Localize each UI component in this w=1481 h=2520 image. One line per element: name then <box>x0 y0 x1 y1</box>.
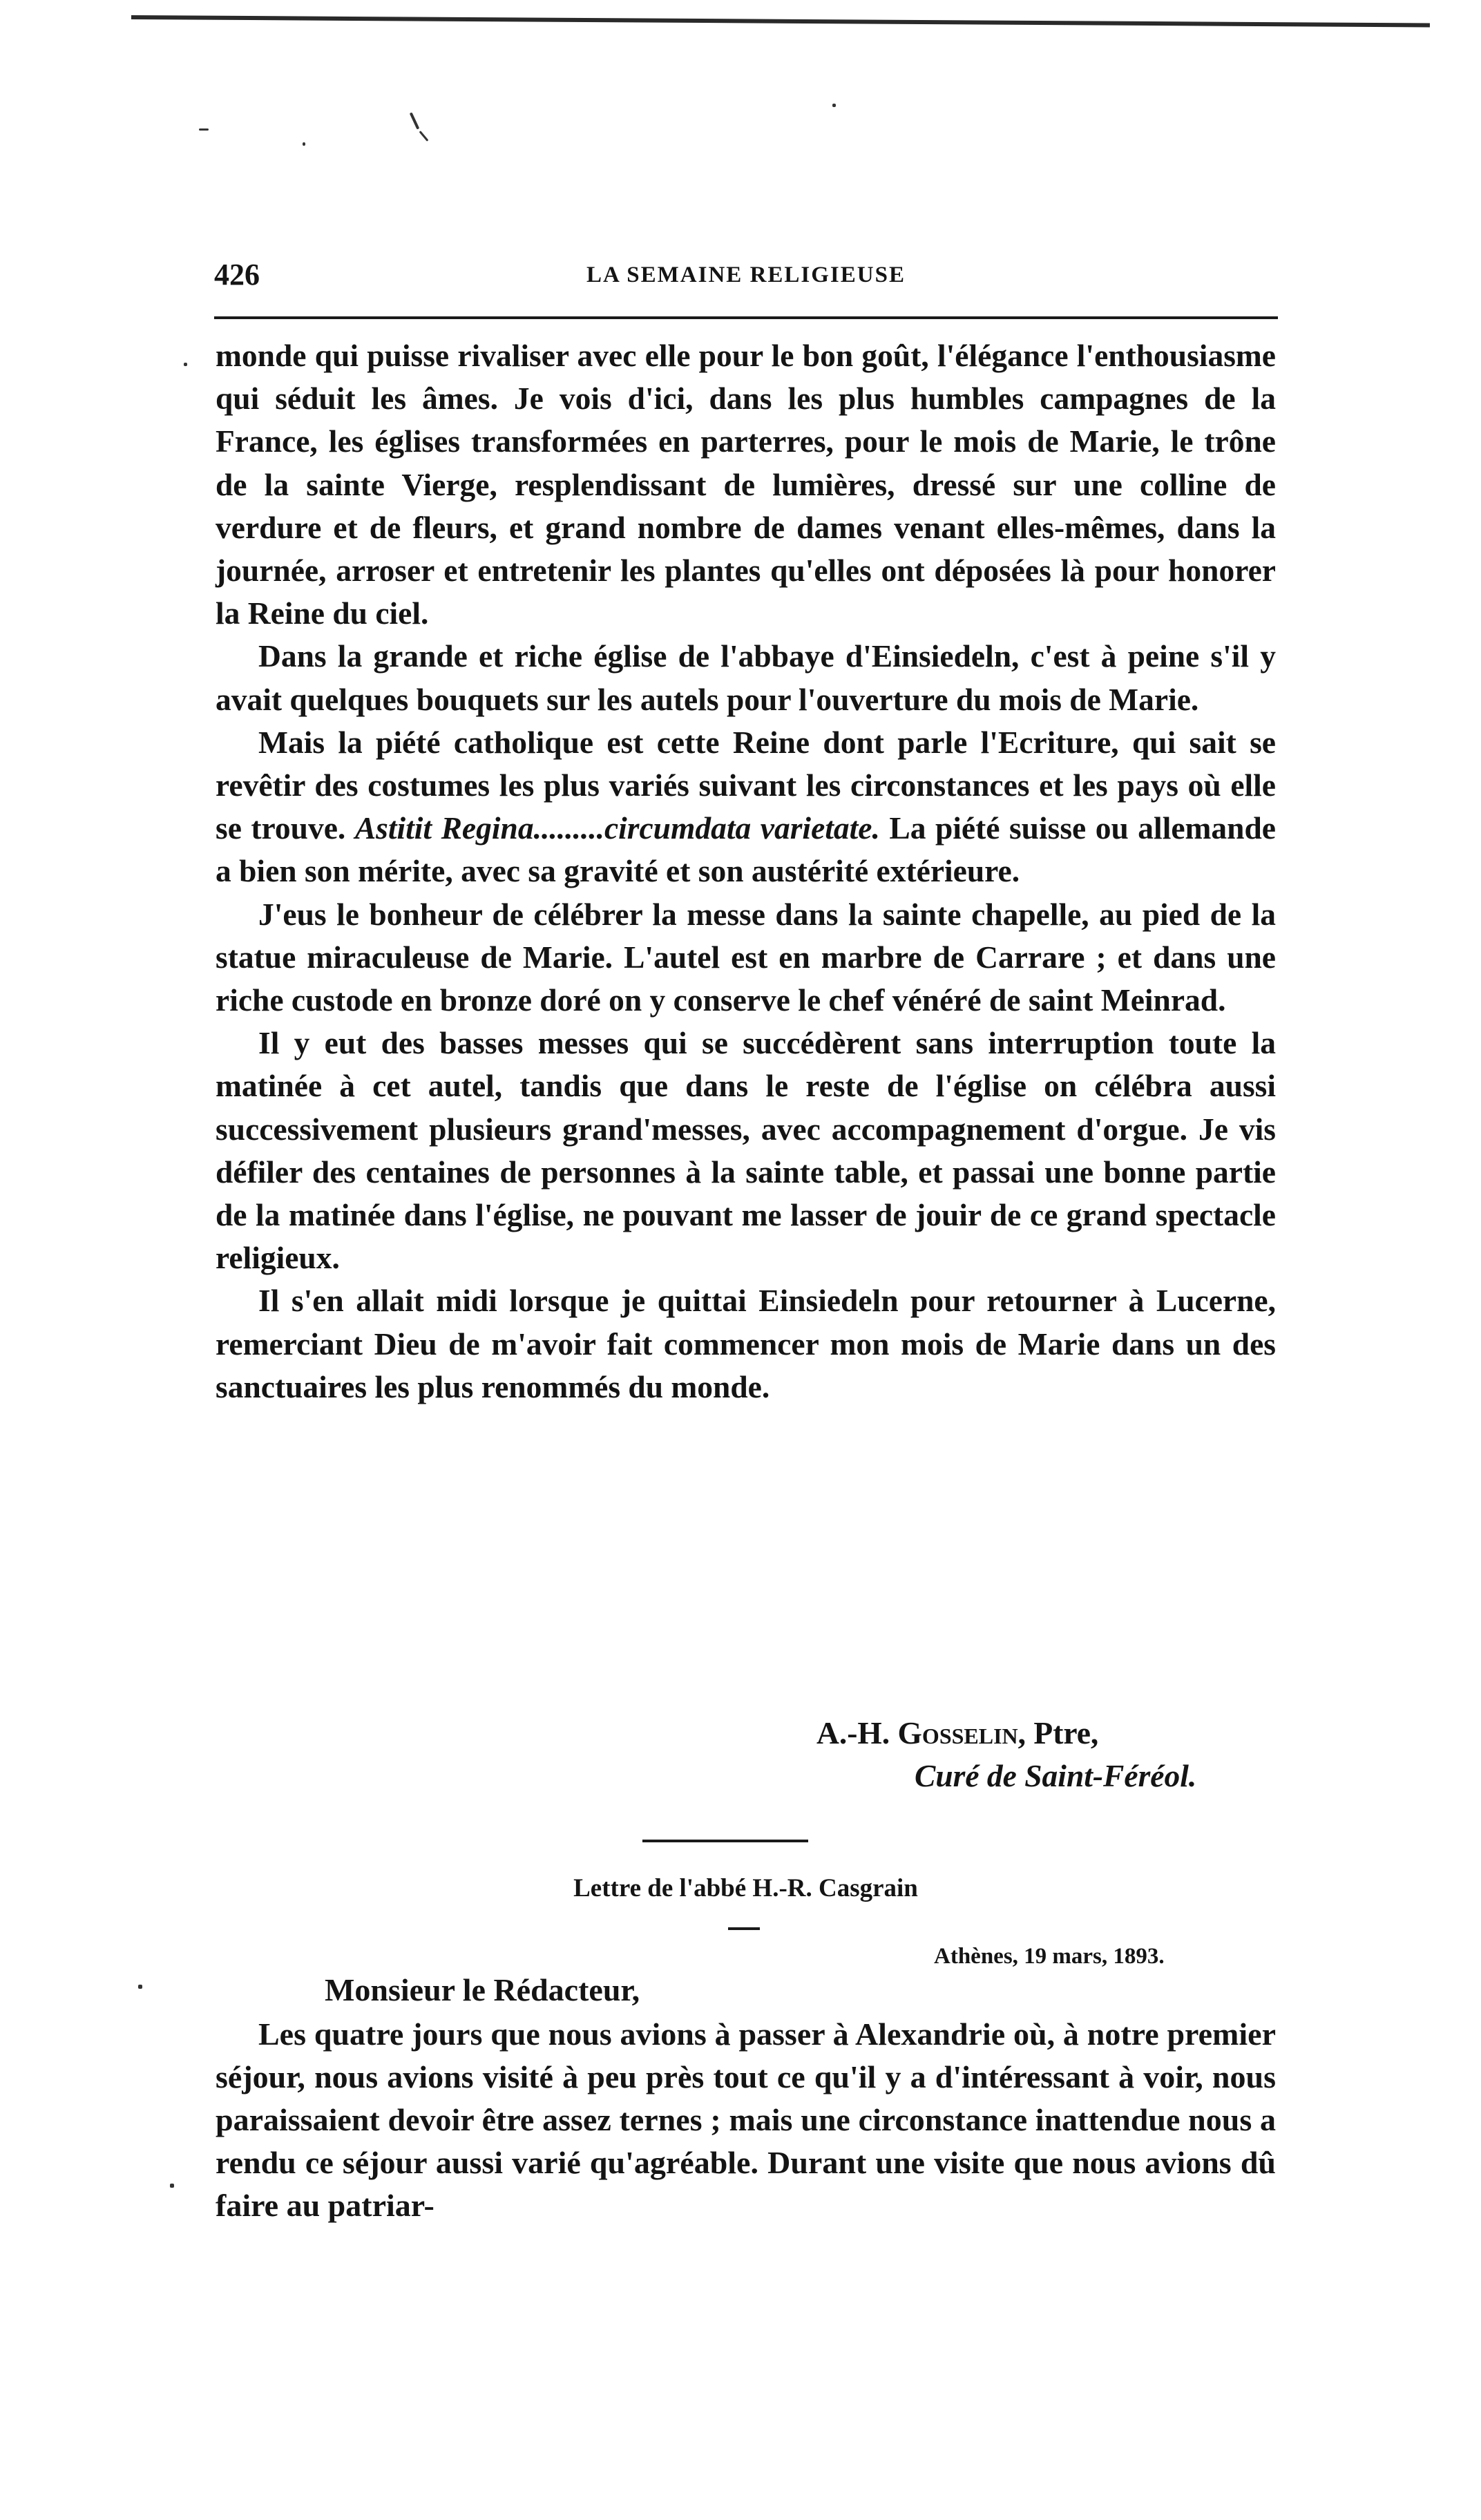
scan-speck <box>419 131 429 142</box>
scan-speck <box>410 112 420 129</box>
letter-title: Lettre de l'abbé H.-R. Casgrain <box>573 1874 918 1902</box>
title-dash <box>728 1927 760 1930</box>
section-divider <box>642 1840 808 1842</box>
signature-surname: Gosselin <box>897 1715 1018 1750</box>
paragraph <box>216 721 1276 893</box>
article-body <box>216 334 1276 1409</box>
scan-speck <box>832 104 836 107</box>
header-rule <box>214 316 1278 319</box>
page-header <box>214 257 1278 298</box>
page-number: 426 <box>214 258 260 292</box>
scan-speck <box>199 128 209 131</box>
running-head: LA SEMAINE RELIGIEUSE <box>586 262 906 287</box>
scan-speck <box>184 363 187 366</box>
letter-dateline: Athènes, 19 mars, 1893. <box>934 1944 1165 1969</box>
paragraph: monde qui puisse rivaliser avec elle pour le bon goût, l'élégance l'enthousiasme qui séduit les âmes. Je vois d'ici, dans les plus humbles campagnes de la France, les églises transformées en parterres, pour le mois de Marie, le trône de la sainte Vierge, resplendissant de lumières, dressé sur une colline de verdure et de fleurs, et grand nombre de dames venant elles-mêmes, dans la journée, arroser et entretenir les plantes qu'elles ont déposées là pour honorer la Reine du ciel. <box>216 338 1276 631</box>
paragraph-text: Mais la piété catholique est cette Reine dont parle l'Ecriture, qui sait se revêtir des costumes les plus variés suivant les circonstances et les pays où elle se trouve. <box>216 724 1276 846</box>
top-edge-rule <box>131 15 1430 27</box>
signature-title: Curé de Saint-Féréol. <box>915 1758 1197 1793</box>
signature-initials: A.-H. <box>816 1715 890 1750</box>
latin-quotation: Astitit Regina.........circumdata varietate. <box>354 810 880 846</box>
scan-speck <box>303 142 305 146</box>
paragraph: J'eus le bonheur de célébrer la messe dans la sainte chapelle, au pied de la statue miraculeuse de Marie. L'autel est en marbre de Carrare ; et dans une riche custode en bronze doré on y conserve le chef vénéré de saint Meinrad. <box>216 896 1276 1018</box>
signature-name <box>216 1712 1276 1755</box>
signature-suffix: , Ptre, <box>1017 1715 1099 1750</box>
paragraph: Les quatre jours que nous avions à passer à Alexandrie où, à notre premier séjour, nous avions visité à peu près tout ce qu'il y a d'intéressant à voir, nous paraissaient devoir être assez ternes ; mais une circonstance inattendue nous a rendu ce séjour aussi varié qu'agréable. Durant une visite que nous avions dû faire au patriar- <box>216 2016 1276 2223</box>
paragraph-text: La piété suisse ou allemande a bien son mérite, avec sa gravité et son austérité extérieure. <box>216 810 1276 889</box>
paragraph: Il s'en allait midi lorsque je quittai Einsiedeln pour retourner à Lucerne, remerciant Dieu de m'avoir fait commencer mon mois de Marie dans un des sanctuaires les plus renommés du monde. <box>216 1283 1276 1404</box>
article-signature <box>216 1712 1276 1797</box>
letter-body <box>216 2013 1276 2227</box>
paragraph: Dans la grande et riche église de l'abbaye d'Einsiedeln, c'est à peine s'il y avait quelques bouquets sur les autels pour l'ouverture du mois de Marie. <box>216 638 1276 717</box>
paragraph: Il y eut des basses messes qui se succédèrent sans interruption toute la matinée à cet autel, tandis que dans le reste de l'église on célébra aussi successivement plusieurs grand'messes, avec accompagnement d'orgue. Je vis défiler des centaines de personnes à la sainte table, et passai une bonne partie de la matinée dans l'église, ne pouvant me lasser de jouir de ce grand spectacle religieux. <box>216 1025 1276 1276</box>
letter-salutation: Monsieur le Rédacteur, <box>325 1972 640 2007</box>
scan-speck <box>138 1985 142 1989</box>
scan-speck <box>170 2184 174 2188</box>
